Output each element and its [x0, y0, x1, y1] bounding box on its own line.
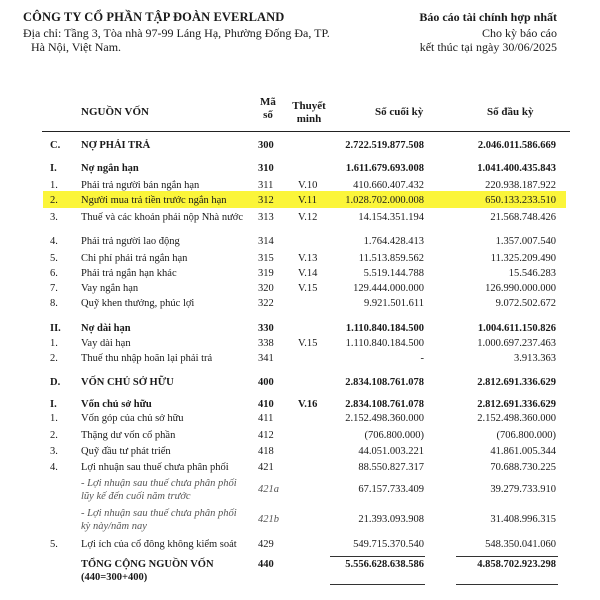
report-period-line2: kết thúc tại ngày 30/06/2025 — [419, 40, 557, 54]
report-header — [0, 0, 600, 72]
row-ending: - — [420, 353, 424, 364]
row-label: Vay ngắn hạn — [81, 283, 139, 294]
row-note: V.15 — [298, 338, 318, 349]
row-code: 421 — [258, 462, 274, 473]
row-ending: 88.550.827.317 — [358, 462, 424, 473]
row-index: C. — [50, 140, 61, 151]
total-code: 440 — [258, 559, 274, 570]
total-beginning: 4.858.702.923.298 — [477, 559, 556, 570]
row-code: 313 — [258, 212, 274, 223]
row-code: 400 — [258, 377, 274, 388]
row-code: 330 — [258, 323, 274, 334]
row-index: I. — [50, 399, 57, 410]
row-beginning: 70.688.730.225 — [490, 462, 556, 473]
row-note: V.10 — [298, 180, 318, 191]
row-ending: 11.513.859.562 — [358, 253, 424, 264]
row-ending: 1.110.840.184.500 — [345, 323, 424, 334]
row-ending: 1.028.702.000.008 — [345, 195, 424, 206]
row-label: Vốn chủ sở hữu — [81, 399, 152, 410]
row-label: Nợ dài hạn — [81, 323, 131, 334]
row-code: 418 — [258, 446, 274, 457]
header-ending-balance: Số cuối kỳ — [375, 106, 424, 118]
row-beginning: 9.072.502.672 — [495, 298, 556, 309]
table-header — [0, 96, 600, 136]
row-beginning: 41.861.005.344 — [490, 446, 556, 457]
row-index: 1. — [50, 413, 58, 424]
row-beginning: 548.350.041.060 — [485, 539, 556, 550]
row-code: 314 — [258, 236, 274, 247]
row-code: 311 — [258, 180, 274, 191]
total-bottom-rule-ending — [330, 584, 425, 585]
row-label: Phải trả ngắn hạn khác — [81, 268, 177, 279]
row-beginning: 126.990.000.000 — [485, 283, 556, 294]
row-index: 2. — [50, 195, 58, 206]
row-label-cont: lũy kế đến cuối năm trước — [81, 491, 191, 502]
row-code: 300 — [258, 140, 274, 151]
row-label: Vốn góp của chủ sở hữu — [81, 413, 184, 424]
row-index: 7. — [50, 283, 58, 294]
row-note: V.16 — [298, 399, 318, 410]
row-index: 4. — [50, 462, 58, 473]
header-note-line2: minh — [296, 113, 322, 125]
row-code: 421a — [258, 484, 279, 495]
total-top-rule-beginning — [456, 556, 558, 557]
row-ending: 410.660.407.432 — [353, 180, 424, 191]
row-index: 3. — [50, 212, 58, 223]
row-code: 421b — [258, 514, 279, 525]
row-label: Nợ ngắn hạn — [81, 163, 139, 174]
row-code: 429 — [258, 539, 274, 550]
row-code: 412 — [258, 430, 274, 441]
row-index: I. — [50, 163, 57, 174]
row-index: 1. — [50, 180, 58, 191]
row-ending: 2.834.108.761.078 — [345, 377, 424, 388]
row-ending: 14.154.351.194 — [358, 212, 424, 223]
row-index: D. — [50, 377, 61, 388]
row-ending: 2.152.498.360.000 — [345, 413, 424, 424]
row-code: 319 — [258, 268, 274, 279]
header-code-line1: Mã — [260, 96, 276, 108]
row-ending: 9.921.501.611 — [364, 298, 424, 309]
header-code-line2: số — [263, 109, 273, 121]
row-index: II. — [50, 323, 61, 334]
row-ending: 1.611.679.693.008 — [345, 163, 424, 174]
row-label: Vay dài hạn — [81, 338, 131, 349]
header-name: NGUỒN VỐN — [81, 106, 149, 118]
row-index: 2. — [50, 353, 58, 364]
row-ending: 2.834.108.761.078 — [345, 399, 424, 410]
row-beginning: 3.913.363 — [514, 353, 556, 364]
row-ending: 5.519.144.788 — [363, 268, 424, 279]
row-beginning: 1.000.697.237.463 — [477, 338, 556, 349]
row-note: V.13 — [298, 253, 318, 264]
row-ending: 67.157.733.409 — [358, 484, 424, 495]
row-beginning: 1.357.007.540 — [495, 236, 556, 247]
row-label: - Lợi nhuận sau thuế chưa phân phối — [81, 508, 237, 519]
row-label: Phải trả người lao động — [81, 236, 180, 247]
row-label: Người mua trả tiền trước ngắn hạn — [81, 195, 227, 206]
row-label: - Lợi nhuận sau thuế chưa phân phối — [81, 478, 237, 489]
row-beginning: 39.279.733.910 — [490, 484, 556, 495]
row-beginning: 15.546.283 — [508, 268, 556, 279]
row-note: V.12 — [298, 212, 318, 223]
row-ending: 549.715.370.540 — [353, 539, 424, 550]
row-ending: 44.051.003.221 — [358, 446, 424, 457]
company-address-line1: Địa chỉ: Tầng 3, Tòa nhà 97-99 Láng Hạ, Phường Đống Đa, TP. — [23, 26, 330, 40]
row-ending: 2.722.519.877.508 — [345, 140, 424, 151]
row-beginning: 21.568.748.426 — [490, 212, 556, 223]
row-beginning: 1.004.611.150.826 — [477, 323, 556, 334]
header-note — [288, 100, 330, 126]
row-label: VỐN CHỦ SỞ HỮU — [81, 377, 174, 388]
row-label: NỢ PHẢI TRẢ — [81, 140, 151, 151]
row-label: Lợi ích của cổ đông không kiểm soát — [81, 539, 237, 550]
row-label: Thuế thu nhập hoãn lại phải trả — [81, 353, 213, 364]
row-index: 5. — [50, 539, 58, 550]
report-title: Báo cáo tài chính hợp nhất — [419, 10, 557, 24]
row-index: 8. — [50, 298, 58, 309]
row-beginning: 220.938.187.922 — [485, 180, 556, 191]
company-name: CÔNG TY CỔ PHẦN TẬP ĐOÀN EVERLAND — [23, 10, 285, 24]
row-beginning: 2.812.691.336.629 — [477, 399, 556, 410]
row-beginning: 2.812.691.336.629 — [477, 377, 556, 388]
row-label: Phải trả người bán ngắn hạn — [81, 180, 200, 191]
row-label: Thặng dư vốn cổ phần — [81, 430, 176, 441]
row-code: 411 — [258, 413, 274, 424]
row-beginning: 650.133.233.510 — [485, 195, 556, 206]
row-code: 322 — [258, 298, 274, 309]
row-ending: 1.110.840.184.500 — [345, 338, 424, 349]
row-beginning: 2.046.011.586.669 — [477, 140, 556, 151]
row-beginning: 1.041.400.435.843 — [477, 163, 556, 174]
total-formula: (440=300+400) — [81, 572, 148, 583]
row-index: 2. — [50, 430, 58, 441]
row-code: 310 — [258, 163, 274, 174]
row-label: Quỹ khen thưởng, phúc lợi — [81, 298, 195, 309]
row-code: 312 — [258, 195, 274, 206]
row-index: 3. — [50, 446, 58, 457]
row-ending: 1.764.428.413 — [363, 236, 424, 247]
header-code — [258, 96, 278, 122]
row-label: Lợi nhuận sau thuế chưa phân phối — [81, 462, 229, 473]
row-code: 341 — [258, 353, 274, 364]
row-code: 410 — [258, 399, 274, 410]
header-divider — [42, 131, 570, 132]
row-note: V.11 — [298, 195, 317, 206]
row-beginning: 11.325.209.490 — [490, 253, 556, 264]
row-beginning: (706.800.000) — [496, 430, 556, 441]
row-label: Quỹ đầu tư phát triển — [81, 446, 171, 457]
row-beginning: 31.408.996.315 — [490, 514, 556, 525]
row-note: V.15 — [298, 283, 318, 294]
row-code: 315 — [258, 253, 274, 264]
row-label-cont: kỳ này/năm nay — [81, 521, 147, 532]
row-code: 338 — [258, 338, 274, 349]
row-ending: 21.393.093.908 — [358, 514, 424, 525]
total-bottom-rule-beginning — [456, 584, 558, 585]
row-label: Chi phí phải trả ngắn hạn — [81, 253, 188, 264]
row-index: 4. — [50, 236, 58, 247]
company-address-line2: Hà Nội, Việt Nam. — [31, 40, 122, 54]
total-top-rule-ending — [330, 556, 425, 557]
report-period-line1: Cho kỳ báo cáo — [482, 26, 557, 40]
total-label: TỔNG CỘNG NGUỒN VỐN — [81, 559, 214, 570]
row-index: 5. — [50, 253, 58, 264]
row-index: 6. — [50, 268, 58, 279]
row-ending: (706.800.000) — [364, 430, 424, 441]
header-note-line1: Thuyết — [292, 100, 326, 112]
header-beginning-balance: Số đầu kỳ — [487, 106, 534, 118]
row-index: 1. — [50, 338, 58, 349]
row-code: 320 — [258, 283, 274, 294]
row-beginning: 2.152.498.360.000 — [477, 413, 556, 424]
total-ending: 5.556.628.638.586 — [345, 559, 424, 570]
row-note: V.14 — [298, 268, 318, 279]
row-label: Thuế và các khoản phải nộp Nhà nước — [81, 212, 243, 223]
row-ending: 129.444.000.000 — [353, 283, 424, 294]
